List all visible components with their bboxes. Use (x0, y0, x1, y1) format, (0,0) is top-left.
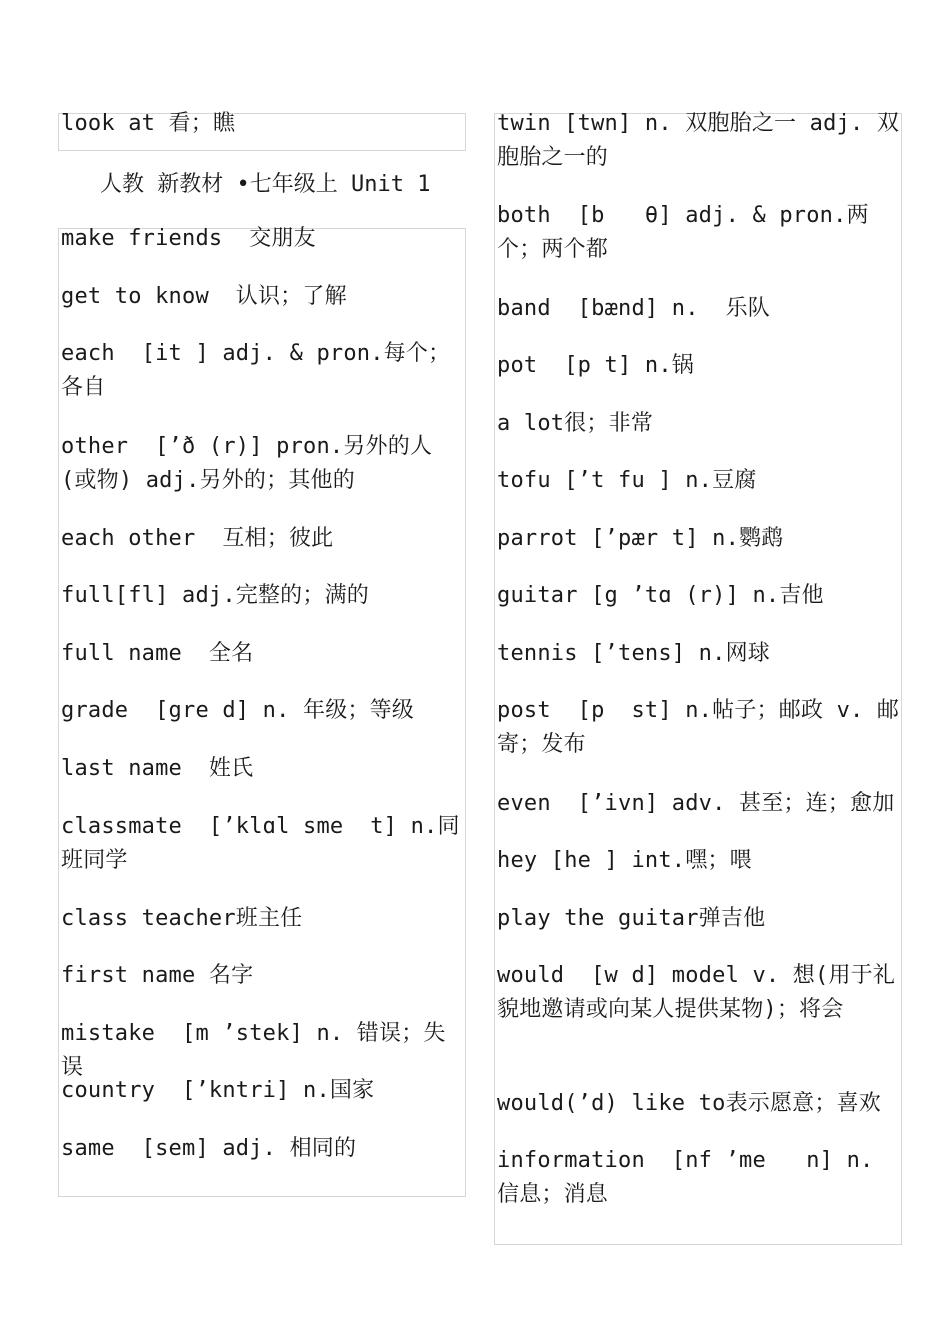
vocab-entry: play the guitar弹吉他 (497, 906, 766, 931)
vocab-entry: get to know 认识；了解 (61, 284, 347, 309)
vocab-entry: guitar [g ’tɑ (r)] n.吉他 (497, 583, 824, 608)
right-column-box (494, 113, 902, 1245)
vocab-entry: each [it ] adj. & pron.每个；各自 (61, 341, 451, 400)
vocab-entry: classmate [’klɑl sme t] n.同班同学 (61, 814, 460, 873)
vocab-entry: each other 互相；彼此 (61, 526, 334, 551)
vocab-entry: mistake [m ’stek] n. 错误；失误 (61, 1021, 446, 1080)
vocab-entry: tofu [’t fu ] n.豆腐 (497, 468, 757, 493)
vocab-entry: first name 名字 (61, 963, 254, 988)
vocab-entry: both [b θ] adj. & pron.两个；两个都 (497, 203, 869, 262)
vocab-entry: tennis [’tens] n.网球 (497, 641, 770, 666)
vocab-entry: would [w d] model v. 想(用于礼貌地邀请或向某人提供某物)；将会 (497, 963, 896, 1022)
vocab-entry: full[fl] adj.完整的；满的 (61, 583, 369, 608)
vocab-entry: post [p st] n.帖子；邮政 v. 邮寄；发布 (497, 698, 900, 757)
vocab-entry: parrot [’pær t] n.鹦鹉 (497, 526, 784, 551)
vocab-entry: same [sem] adj. 相同的 (61, 1136, 357, 1161)
vocab-entry: look at 看；瞧 (61, 111, 236, 136)
vocab-entry: band [bænd] n. 乐队 (497, 296, 770, 321)
vocab-entry: twin [twn] n. 双胞胎之一 adj. 双胞胎之一的 (497, 111, 900, 170)
vocab-entry: pot [p t] n.锅 (497, 353, 694, 378)
vocab-entry: a lot很；非常 (497, 411, 654, 436)
vocab-entry: class teacher班主任 (61, 906, 303, 931)
vocab-entry: country [’kntri] n.国家 (61, 1078, 375, 1103)
vocab-entry: grade [gre d] n. 年级；等级 (61, 698, 415, 723)
vocab-entry: information [nf ’me n] n. 信息；消息 (497, 1148, 887, 1207)
page-title: 人教 新教材 •七年级上 Unit 1 (100, 172, 431, 197)
vocab-entry: hey [he ] int.嘿；喂 (497, 848, 752, 873)
vocab-entry: even [’ivn] adv. 甚至；连；愈加 (497, 791, 895, 816)
vocab-entry: last name 姓氏 (61, 756, 254, 781)
vocab-entry: would(’d) like to表示愿意；喜欢 (497, 1091, 881, 1116)
vocab-entry: other [’ð (r)] pron.另外的人(或物) adj.另外的；其他的 (61, 434, 433, 493)
vocab-entry: full name 全名 (61, 641, 254, 666)
vocab-entry: make friends 交朋友 (61, 226, 316, 251)
